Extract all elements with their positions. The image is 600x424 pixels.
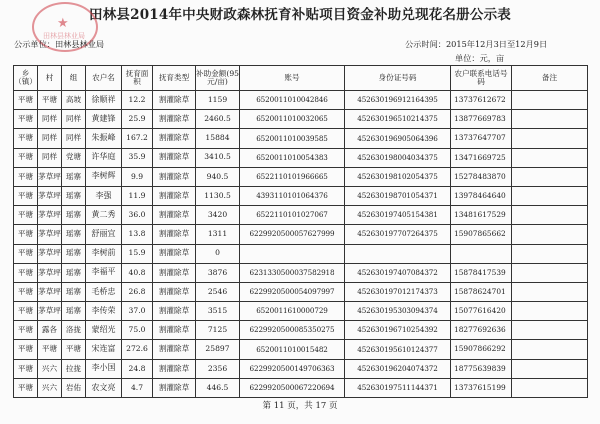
cell-group: 同样 [62, 129, 86, 148]
cell-id-number: 452630196905064396 [345, 129, 451, 148]
cell-township: 平塘 [14, 167, 38, 186]
cell-area: 24.8 [122, 359, 153, 378]
cell-area: 37.0 [122, 302, 153, 321]
cell-farmer: 舒丽宜 [86, 225, 122, 244]
cell-id-number: 452630198004034375 [345, 148, 451, 167]
cell-area: 40.8 [122, 263, 153, 282]
cell-group: 党塘 [62, 148, 86, 167]
cell-village: 茅草坪 [38, 282, 62, 301]
cell-township: 平塘 [14, 186, 38, 205]
cell-amount: 940.5 [196, 167, 240, 186]
cell-type: 割灌除草 [153, 110, 196, 129]
cell-amount: 15884 [196, 129, 240, 148]
cell-id-number: 452630197012174373 [345, 282, 451, 301]
cell-account: 6522110101027067 [240, 206, 345, 225]
cell-village: 茅草坪 [38, 206, 62, 225]
cell-village: 平塘 [38, 91, 62, 110]
cell-group: 瑶寨 [62, 263, 86, 282]
header-village: 村 [38, 66, 62, 91]
cell-group: 拉拢 [62, 359, 86, 378]
cell-village: 露各 [38, 321, 62, 340]
seal-text: 田林县林业局 [43, 32, 85, 40]
header-group: 组 [62, 66, 86, 91]
cell-amount: 3515 [196, 302, 240, 321]
cell-township: 平塘 [14, 321, 38, 340]
cell-farmer: 朱振峰 [86, 129, 122, 148]
cell-area: 167.2 [122, 129, 153, 148]
cell-group: 岩佑 [62, 378, 86, 397]
cell-area: 35.9 [122, 148, 153, 167]
cell-township: 平塘 [14, 282, 38, 301]
cell-amount: 2546 [196, 282, 240, 301]
cell-account: 6520011010054383 [240, 148, 345, 167]
cell-amount: 3876 [196, 263, 240, 282]
cell-id-number: 452630196204074372 [345, 359, 451, 378]
table-row [14, 321, 588, 340]
table-header-row [14, 66, 588, 91]
cell-phone: 15907866292 [451, 340, 512, 359]
cell-village: 茅草坪 [38, 186, 62, 205]
cell-id-number: 452630197405154381 [345, 206, 451, 225]
cell-type: 割灌除草 [153, 359, 196, 378]
cell-type: 割灌除草 [153, 225, 196, 244]
table-row [14, 359, 588, 378]
cell-farmer: 李强 [86, 186, 122, 205]
table-row [14, 378, 588, 397]
cell-account: 6520011610000729 [240, 302, 345, 321]
header-type: 抚育类型 [153, 66, 196, 91]
cell-id-number: 452630196510214375 [345, 110, 451, 129]
cell-farmer: 李树辉 [86, 167, 122, 186]
cell-remarks [512, 186, 588, 205]
table-row [14, 167, 588, 186]
cell-area: 15.9 [122, 244, 153, 263]
table-row [14, 302, 588, 321]
cell-remarks [512, 225, 588, 244]
table-row [14, 244, 588, 263]
cell-village: 茅草坪 [38, 302, 62, 321]
table-row [14, 186, 588, 205]
cell-township: 平塘 [14, 263, 38, 282]
cell-group: 同样 [62, 110, 86, 129]
cell-phone: 15907865662 [451, 225, 512, 244]
cell-village: 兴六 [38, 378, 62, 397]
header-id-number: 身份证号码 [345, 66, 451, 91]
cell-id-number: 452630197707264375 [345, 225, 451, 244]
cell-farmer: 李树前 [86, 244, 122, 263]
cell-remarks [512, 378, 588, 397]
cell-type: 割灌除草 [153, 302, 196, 321]
cell-phone: 18277692636 [451, 321, 512, 340]
cell-area: 36.0 [122, 206, 153, 225]
cell-village: 茅草坪 [38, 244, 62, 263]
cell-type: 割灌除草 [153, 167, 196, 186]
cell-id-number: 452630195303094374 [345, 302, 451, 321]
cell-amount: 446.5 [196, 378, 240, 397]
header-amount: 补助金额(95元/亩) [196, 66, 240, 91]
table-row [14, 206, 588, 225]
cell-group: 洛拢 [62, 321, 86, 340]
cell-remarks [512, 359, 588, 378]
cell-phone [451, 244, 512, 263]
cell-account: 6520011010039585 [240, 129, 345, 148]
cell-remarks [512, 206, 588, 225]
document-title: 田林县2014年中央财政森林抚育补贴项目资金补助兑现花名册公示表 [89, 7, 511, 23]
page-footer: 第 11 页，共 17 页 [262, 401, 338, 411]
cell-group: 瑶寨 [62, 225, 86, 244]
cell-amount: 1311 [196, 225, 240, 244]
cell-farmer: 宋连富 [86, 340, 122, 359]
cell-amount: 3420 [196, 206, 240, 225]
table-row [14, 282, 588, 301]
cell-village: 茅草坪 [38, 225, 62, 244]
cell-remarks [512, 129, 588, 148]
cell-remarks [512, 148, 588, 167]
cell-farmer: 许华庭 [86, 148, 122, 167]
header-township: 乡（镇） [14, 66, 38, 91]
cell-id-number: 452630195610124377 [345, 340, 451, 359]
cell-village: 兴六 [38, 359, 62, 378]
cell-phone: 15878624701 [451, 282, 512, 301]
publishing-unit: 公示单位：田林县林业局 [14, 39, 105, 49]
cell-farmer: 黄建锋 [86, 110, 122, 129]
cell-phone: 18775639839 [451, 359, 512, 378]
cell-farmer: 毛桥忠 [86, 282, 122, 301]
cell-remarks [512, 167, 588, 186]
table-body [14, 91, 588, 398]
cell-village: 茅草坪 [38, 263, 62, 282]
cell-township: 平塘 [14, 378, 38, 397]
cell-phone: 13481617529 [451, 206, 512, 225]
units-note: 单位：元，亩 [455, 53, 505, 63]
cell-remarks [512, 244, 588, 263]
cell-remarks [512, 302, 588, 321]
cell-township: 平塘 [14, 359, 38, 378]
cell-type: 割灌除草 [153, 244, 196, 263]
cell-type: 割灌除草 [153, 148, 196, 167]
cell-township: 平塘 [14, 91, 38, 110]
cell-phone: 13737612672 [451, 91, 512, 110]
cell-group: 瑶寨 [62, 244, 86, 263]
cell-farmer: 黄二秀 [86, 206, 122, 225]
cell-type: 割灌除草 [153, 129, 196, 148]
table-row [14, 110, 588, 129]
cell-account: 6520011010015482 [240, 340, 345, 359]
seal-star-icon: ★ [57, 16, 69, 31]
cell-township: 平塘 [14, 302, 38, 321]
cell-group: 瑶寨 [62, 302, 86, 321]
cell-amount: 3410.5 [196, 148, 240, 167]
cell-account: 6229920500085350275 [240, 321, 345, 340]
cell-area: 12.2 [122, 91, 153, 110]
cell-type: 割灌除草 [153, 263, 196, 282]
roster-table [13, 65, 588, 398]
cell-id-number: 452630196710254392 [345, 321, 451, 340]
cell-village: 平塘 [38, 340, 62, 359]
cell-id-number [345, 244, 451, 263]
cell-group: 高坡 [62, 91, 86, 110]
cell-area: 9.9 [122, 167, 153, 186]
cell-village: 同样 [38, 148, 62, 167]
cell-type: 割灌除草 [153, 321, 196, 340]
cell-phone: 13737615199 [451, 378, 512, 397]
cell-township: 平塘 [14, 148, 38, 167]
cell-area: 25.9 [122, 110, 153, 129]
cell-account: 6229920500067220694 [240, 378, 345, 397]
cell-area: 75.0 [122, 321, 153, 340]
header-remarks: 备注 [512, 66, 588, 91]
cell-township: 平塘 [14, 340, 38, 359]
cell-account: 4393110101064376 [240, 186, 345, 205]
cell-group: 瑶寨 [62, 206, 86, 225]
cell-type: 割灌除草 [153, 91, 196, 110]
cell-type: 割灌除草 [153, 378, 196, 397]
cell-area: 11.9 [122, 186, 153, 205]
cell-farmer: 农文亮 [86, 378, 122, 397]
cell-amount: 25897 [196, 340, 240, 359]
cell-phone: 15077616420 [451, 302, 512, 321]
cell-id-number: 452630197511144371 [345, 378, 451, 397]
cell-farmer: 徐顺祥 [86, 91, 122, 110]
cell-account: 6229920500054097997 [240, 282, 345, 301]
table-row [14, 263, 588, 282]
cell-farmer: 李传荣 [86, 302, 122, 321]
cell-group: 瑶寨 [62, 282, 86, 301]
cell-account: 6229920500057627999 [240, 225, 345, 244]
cell-type: 割灌除草 [153, 206, 196, 225]
cell-township: 平塘 [14, 206, 38, 225]
cell-group: 平塘 [62, 340, 86, 359]
cell-remarks [512, 110, 588, 129]
cell-remarks [512, 91, 588, 110]
cell-account [240, 244, 345, 263]
cell-group: 瑶寨 [62, 186, 86, 205]
cell-township: 平塘 [14, 225, 38, 244]
cell-amount: 7125 [196, 321, 240, 340]
cell-area: 272.6 [122, 340, 153, 359]
cell-id-number: 452630198102054375 [345, 167, 451, 186]
header-account: 账号 [240, 66, 345, 91]
cell-amount: 2460.5 [196, 110, 240, 129]
cell-area: 26.8 [122, 282, 153, 301]
table-row [14, 91, 588, 110]
cell-phone: 15278483870 [451, 167, 512, 186]
cell-township: 平塘 [14, 110, 38, 129]
cell-phone: 13978464640 [451, 186, 512, 205]
cell-amount: 1159 [196, 91, 240, 110]
cell-phone: 13877669783 [451, 110, 512, 129]
cell-account: 6231330500037582918 [240, 263, 345, 282]
cell-phone: 13471669725 [451, 148, 512, 167]
cell-farmer: 蒙绍光 [86, 321, 122, 340]
cell-id-number: 452630196912164395 [345, 91, 451, 110]
header-farmer: 农户名 [86, 66, 122, 91]
cell-remarks [512, 263, 588, 282]
header-area: 抚育面积 [122, 66, 153, 91]
cell-amount: 1130.5 [196, 186, 240, 205]
cell-farmer: 李小国 [86, 359, 122, 378]
cell-village: 茅草坪 [38, 167, 62, 186]
cell-remarks [512, 282, 588, 301]
header-phone: 农户联系电话号码 [451, 66, 512, 91]
cell-phone: 15878417539 [451, 263, 512, 282]
cell-id-number: 452630198701054371 [345, 186, 451, 205]
table-row [14, 148, 588, 167]
cell-group: 瑶寨 [62, 167, 86, 186]
table-row [14, 129, 588, 148]
cell-area: 13.8 [122, 225, 153, 244]
cell-account: 6520011010032065 [240, 110, 345, 129]
publish-period: 公示时间：2015年12月3日至12月9日 [405, 39, 548, 49]
cell-amount: 0 [196, 244, 240, 263]
cell-type: 割灌除草 [153, 282, 196, 301]
cell-account: 6522110101966665 [240, 167, 345, 186]
cell-account: 6229920500149706363 [240, 359, 345, 378]
cell-area: 4.7 [122, 378, 153, 397]
cell-phone: 13737647707 [451, 129, 512, 148]
cell-village: 同样 [38, 129, 62, 148]
cell-type: 割灌除草 [153, 186, 196, 205]
cell-township: 平塘 [14, 129, 38, 148]
cell-amount: 2356 [196, 359, 240, 378]
table-row [14, 340, 588, 359]
cell-type: 割灌除草 [153, 340, 196, 359]
cell-village: 同样 [38, 110, 62, 129]
cell-township: 平塘 [14, 244, 38, 263]
cell-farmer: 李福平 [86, 263, 122, 282]
cell-remarks [512, 321, 588, 340]
cell-remarks [512, 340, 588, 359]
cell-id-number: 452630197407084372 [345, 263, 451, 282]
cell-account: 6520011010042846 [240, 91, 345, 110]
table-row [14, 225, 588, 244]
